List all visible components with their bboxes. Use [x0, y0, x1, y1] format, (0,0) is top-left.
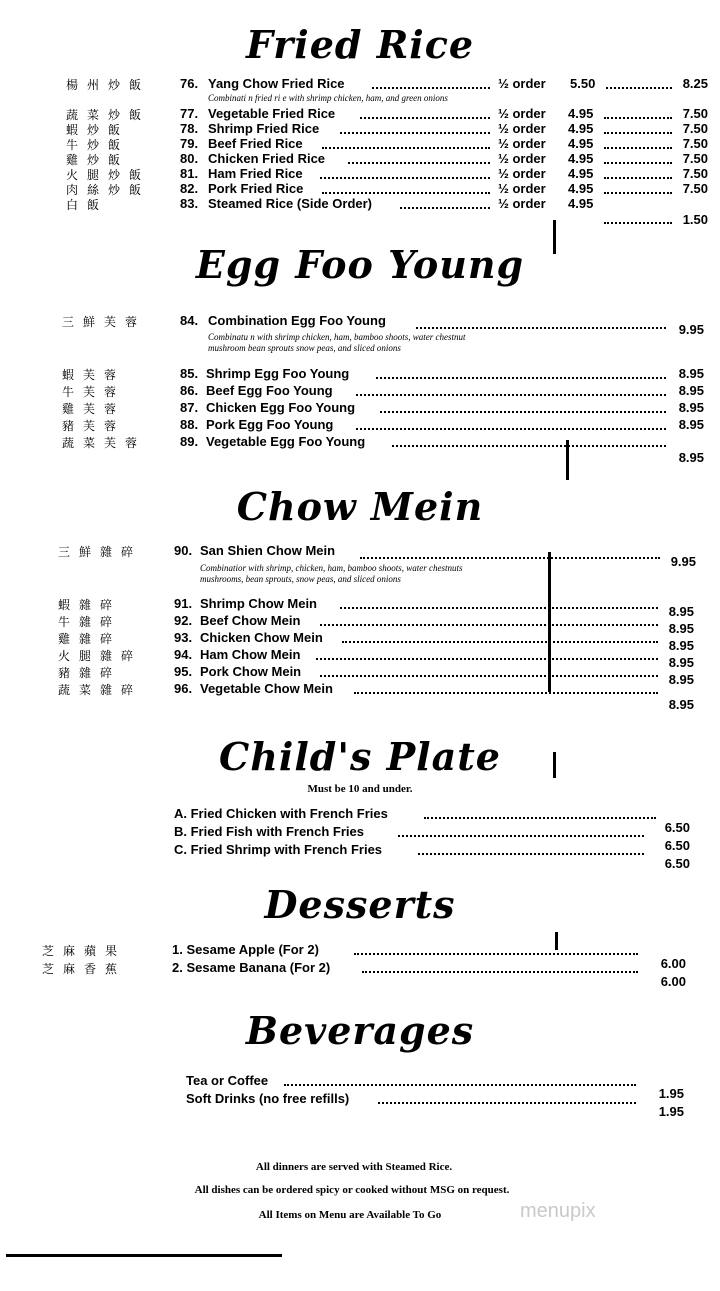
- item-name: A. Fried Chicken with French Fries: [174, 806, 388, 821]
- chinese-name: 蔬菜雜碎: [58, 683, 143, 697]
- item-name: Yang Chow Fried Rice: [208, 76, 345, 91]
- item-name: Beef Chow Mein: [200, 613, 301, 628]
- egg-foo-young-title: Egg Foo Young: [195, 242, 525, 287]
- leader-dots: [356, 394, 666, 396]
- leader-dots: [604, 132, 672, 134]
- item-name: C. Fried Shrimp with French Fries: [174, 842, 383, 857]
- item-name: Shrimp Chow Mein: [200, 596, 317, 611]
- item-number: 92.: [174, 613, 193, 628]
- leader-dots: [398, 835, 644, 837]
- item-name: Vegetable Egg Foo Young: [206, 434, 366, 449]
- item-price: 7.50: [682, 181, 708, 196]
- leader-dots: [284, 1084, 636, 1086]
- item-name: Beef Egg Foo Young: [206, 383, 333, 398]
- item-price: 8.95: [678, 366, 704, 381]
- leader-dots: [416, 327, 666, 329]
- chinese-name: 肉絲炒飯: [66, 183, 151, 197]
- menu-item: [0, 76, 720, 92]
- divider-line: [6, 1254, 282, 1257]
- item-number: 93.: [174, 630, 193, 645]
- half-order-label: ½ order: [498, 121, 546, 136]
- leader-dots: [604, 162, 672, 164]
- item-description: Combinatior with shrimp, chicken, ham, bamboo shoots, water chestnuts: [200, 563, 463, 573]
- menu-item: [0, 664, 720, 687]
- chinese-name: 火腿雜碎: [58, 649, 143, 663]
- menu-item: [0, 196, 720, 212]
- item-name: Shrimp Egg Foo Young: [206, 366, 350, 381]
- item-price: 8.95: [668, 655, 694, 670]
- leader-dots: [340, 132, 490, 134]
- item-number: 85.: [180, 366, 199, 381]
- item-price: 1.50: [682, 212, 708, 227]
- menu-item: [0, 681, 720, 697]
- leader-dots: [322, 192, 490, 194]
- item-number: 89.: [180, 434, 199, 449]
- item-price: 9.95: [678, 322, 704, 337]
- leader-dots: [348, 162, 490, 164]
- item-name: Combination Egg Foo Young: [208, 313, 386, 328]
- childs-plate-note: Must be 10 and under.: [307, 783, 413, 795]
- item-description: mushroom bean sprouts snow peas, and sliced onions: [208, 343, 401, 353]
- half-order-price: 4.95: [568, 151, 594, 166]
- chinese-name: 牛炒飯: [66, 138, 130, 152]
- item-price: 8.95: [678, 400, 704, 415]
- item-number: 84.: [180, 313, 199, 328]
- chinese-name: 芝麻香蕉: [42, 962, 127, 976]
- leader-dots: [320, 624, 658, 626]
- item-price: 7.50: [682, 136, 708, 151]
- leader-dots: [604, 192, 672, 194]
- leader-dots: [320, 675, 658, 677]
- leader-dots: [606, 87, 672, 89]
- leader-dots: [604, 147, 672, 149]
- item-number: 94.: [174, 647, 193, 662]
- item-number: 78.: [180, 121, 199, 136]
- item-name: Ham Fried Rice: [208, 166, 303, 181]
- desserts-title: Desserts: [264, 882, 456, 927]
- divider-line: [548, 552, 551, 692]
- item-price: 1.95: [658, 1086, 684, 1101]
- half-order-label: ½ order: [498, 166, 546, 181]
- item-name: 1. Sesame Apple (For 2): [172, 942, 319, 957]
- half-order-price: 5.50: [570, 76, 596, 91]
- item-name: Chicken Egg Foo Young: [206, 400, 356, 415]
- item-price: 7.50: [682, 121, 708, 136]
- leader-dots: [360, 557, 660, 559]
- item-name: Pork Fried Rice: [208, 181, 304, 196]
- half-order-price: 4.95: [568, 196, 594, 211]
- item-number: 90.: [174, 543, 193, 558]
- item-name: Pork Chow Mein: [200, 664, 302, 679]
- leader-dots: [604, 222, 672, 224]
- chinese-name: 蝦芙蓉: [62, 368, 126, 382]
- footer-note: All dinners are served with Steamed Rice.: [255, 1161, 453, 1173]
- item-number: 96.: [174, 681, 193, 696]
- leader-dots: [380, 411, 666, 413]
- item-price: 8.95: [668, 621, 694, 636]
- item-price: 8.95: [678, 417, 704, 432]
- divider-line: [555, 932, 558, 950]
- item-number: 79.: [180, 136, 199, 151]
- leader-dots: [392, 445, 666, 447]
- item-price: 8.95: [668, 672, 694, 687]
- item-name: Chicken Fried Rice: [208, 151, 326, 166]
- half-order-label: ½ order: [498, 196, 546, 211]
- menu-item: [0, 596, 720, 619]
- leader-dots: [320, 177, 490, 179]
- half-order-label: ½ order: [498, 181, 546, 196]
- chinese-name: 三鮮芙蓉: [62, 315, 147, 329]
- menu-item: [0, 181, 720, 197]
- half-order-price: 4.95: [568, 121, 594, 136]
- item-name: Beef Fried Rice: [208, 136, 303, 151]
- chinese-name: 三鮮雜碎: [58, 545, 143, 559]
- leader-dots: [354, 692, 658, 694]
- item-description: Combinatu n with shrimp chicken, ham, bamboo shoots, water chestnut: [208, 332, 466, 342]
- item-price: 6.50: [664, 856, 690, 871]
- item-price: 6.00: [660, 974, 686, 989]
- leader-dots: [316, 658, 658, 660]
- item-name: Pork Egg Foo Young: [206, 417, 334, 432]
- item-number: 86.: [180, 383, 199, 398]
- menu-item: [0, 106, 720, 122]
- item-name: 2. Sesame Banana (For 2): [172, 960, 331, 975]
- item-number: 87.: [180, 400, 199, 415]
- beverages-title: Beverages: [245, 1008, 475, 1053]
- item-number: 91.: [174, 596, 193, 611]
- childs-plate-title: Child's Plate: [219, 734, 501, 779]
- chinese-name: 牛芙蓉: [62, 385, 126, 399]
- item-price: 7.50: [682, 166, 708, 181]
- chinese-name: 蔬菜芙蓉: [62, 436, 147, 450]
- item-name: Ham Chow Mein: [200, 647, 301, 662]
- leader-dots: [340, 607, 658, 609]
- chinese-name: 豬雜碎: [58, 666, 122, 680]
- item-price: 8.25: [682, 76, 708, 91]
- half-order-label: ½ order: [498, 106, 546, 121]
- item-description: Combinati n fried ri e with shrimp chicken, ham, and green onions: [208, 93, 448, 103]
- leader-dots: [604, 117, 672, 119]
- item-number: 81.: [180, 166, 199, 181]
- leader-dots: [378, 1102, 636, 1104]
- item-price: 7.50: [682, 106, 708, 121]
- leader-dots: [604, 177, 672, 179]
- chinese-name: 芝麻蘋果: [42, 944, 127, 958]
- item-number: 88.: [180, 417, 199, 432]
- leader-dots: [356, 428, 666, 430]
- leader-dots: [418, 853, 644, 855]
- menu-item: [0, 824, 720, 840]
- item-number: 82.: [180, 181, 199, 196]
- item-name: Steamed Rice (Side Order): [208, 196, 372, 211]
- menu-item: [0, 842, 720, 858]
- watermark: menupix: [520, 1200, 596, 1222]
- item-number: 77.: [180, 106, 199, 121]
- menu-item: [0, 806, 720, 822]
- leader-dots: [400, 207, 490, 209]
- leader-dots: [342, 641, 658, 643]
- menu-item: [0, 434, 720, 450]
- half-order-label: ½ order: [498, 76, 546, 91]
- leader-dots: [424, 817, 656, 819]
- menu-item: [0, 366, 720, 382]
- item-price: 1.95: [658, 1104, 684, 1119]
- chinese-name: 蝦炒飯: [66, 123, 130, 137]
- menu-item: [0, 960, 720, 976]
- half-order-label: ½ order: [498, 136, 546, 151]
- leader-dots: [354, 953, 638, 955]
- item-number: 95.: [174, 664, 193, 679]
- footer-note: All Items on Menu are Available To Go: [258, 1209, 442, 1221]
- item-price: 9.95: [670, 554, 696, 569]
- chinese-name: 蝦雜碎: [58, 598, 122, 612]
- item-price: 8.95: [678, 383, 704, 398]
- item-name: Tea or Coffee: [186, 1073, 269, 1088]
- chinese-name: 白飯: [66, 198, 109, 212]
- item-price: 6.50: [664, 838, 690, 853]
- item-name: Vegetable Fried Rice: [208, 106, 336, 121]
- chinese-name: 雞芙蓉: [62, 402, 126, 416]
- item-name: Shrimp Fried Rice: [208, 121, 320, 136]
- menu-item: [0, 151, 720, 167]
- item-name: Vegetable Chow Mein: [200, 681, 333, 696]
- item-price: 6.50: [664, 820, 690, 835]
- menu-item: [0, 400, 720, 416]
- item-name: San Shien Chow Mein: [200, 543, 336, 558]
- menu-item: [0, 647, 720, 670]
- item-number: 80.: [180, 151, 199, 166]
- menu-item: [0, 613, 720, 636]
- menu-item: [0, 136, 720, 152]
- menu-item: [0, 942, 720, 958]
- chinese-name: 火腿炒飯: [66, 168, 151, 182]
- item-number: 76.: [180, 76, 199, 91]
- leader-dots: [322, 147, 490, 149]
- leader-dots: [376, 377, 666, 379]
- chinese-name: 牛雜碎: [58, 615, 122, 629]
- menu-item: [0, 417, 720, 433]
- item-price: 8.95: [668, 697, 694, 712]
- fried-rice-title: Fried Rice: [245, 22, 475, 67]
- half-order-label: ½ order: [498, 151, 546, 166]
- chinese-name: 蔬菜炒飯: [66, 108, 151, 122]
- chinese-name: 雞雜碎: [58, 632, 122, 646]
- menu-item: [0, 1091, 720, 1107]
- item-name: Soft Drinks (no free refills): [186, 1091, 350, 1106]
- leader-dots: [362, 971, 638, 973]
- item-name: B. Fried Fish with French Fries: [174, 824, 364, 839]
- half-order-price: 4.95: [568, 181, 594, 196]
- chinese-name: 雞炒飯: [66, 153, 130, 167]
- item-price: 8.95: [668, 638, 694, 653]
- chinese-name: 楊州炒飯: [66, 78, 151, 92]
- menu-item: [0, 383, 720, 399]
- half-order-price: 4.95: [568, 166, 594, 181]
- menu-item: [0, 630, 720, 653]
- menu-item: [0, 1073, 720, 1089]
- footer-note: All dishes can be ordered spicy or cooked without MSG on request.: [194, 1184, 510, 1196]
- menu-item: [0, 166, 720, 182]
- chinese-name: 豬芙蓉: [62, 419, 126, 433]
- half-order-price: 4.95: [568, 136, 594, 151]
- item-price: 8.95: [678, 450, 704, 465]
- item-price: 6.00: [660, 956, 686, 971]
- leader-dots: [372, 87, 490, 89]
- leader-dots: [360, 117, 490, 119]
- divider-line: [566, 440, 569, 480]
- menu-item: [0, 121, 720, 137]
- item-description: mushrooms, bean sprouts, snow peas, and sliced onions: [200, 574, 401, 584]
- item-number: 83.: [180, 196, 199, 211]
- chow-mein-title: Chow Mein: [236, 484, 484, 529]
- item-price: 8.95: [668, 604, 694, 619]
- item-name: Chicken Chow Mein: [200, 630, 323, 645]
- item-price: 7.50: [682, 151, 708, 166]
- half-order-price: 4.95: [568, 106, 594, 121]
